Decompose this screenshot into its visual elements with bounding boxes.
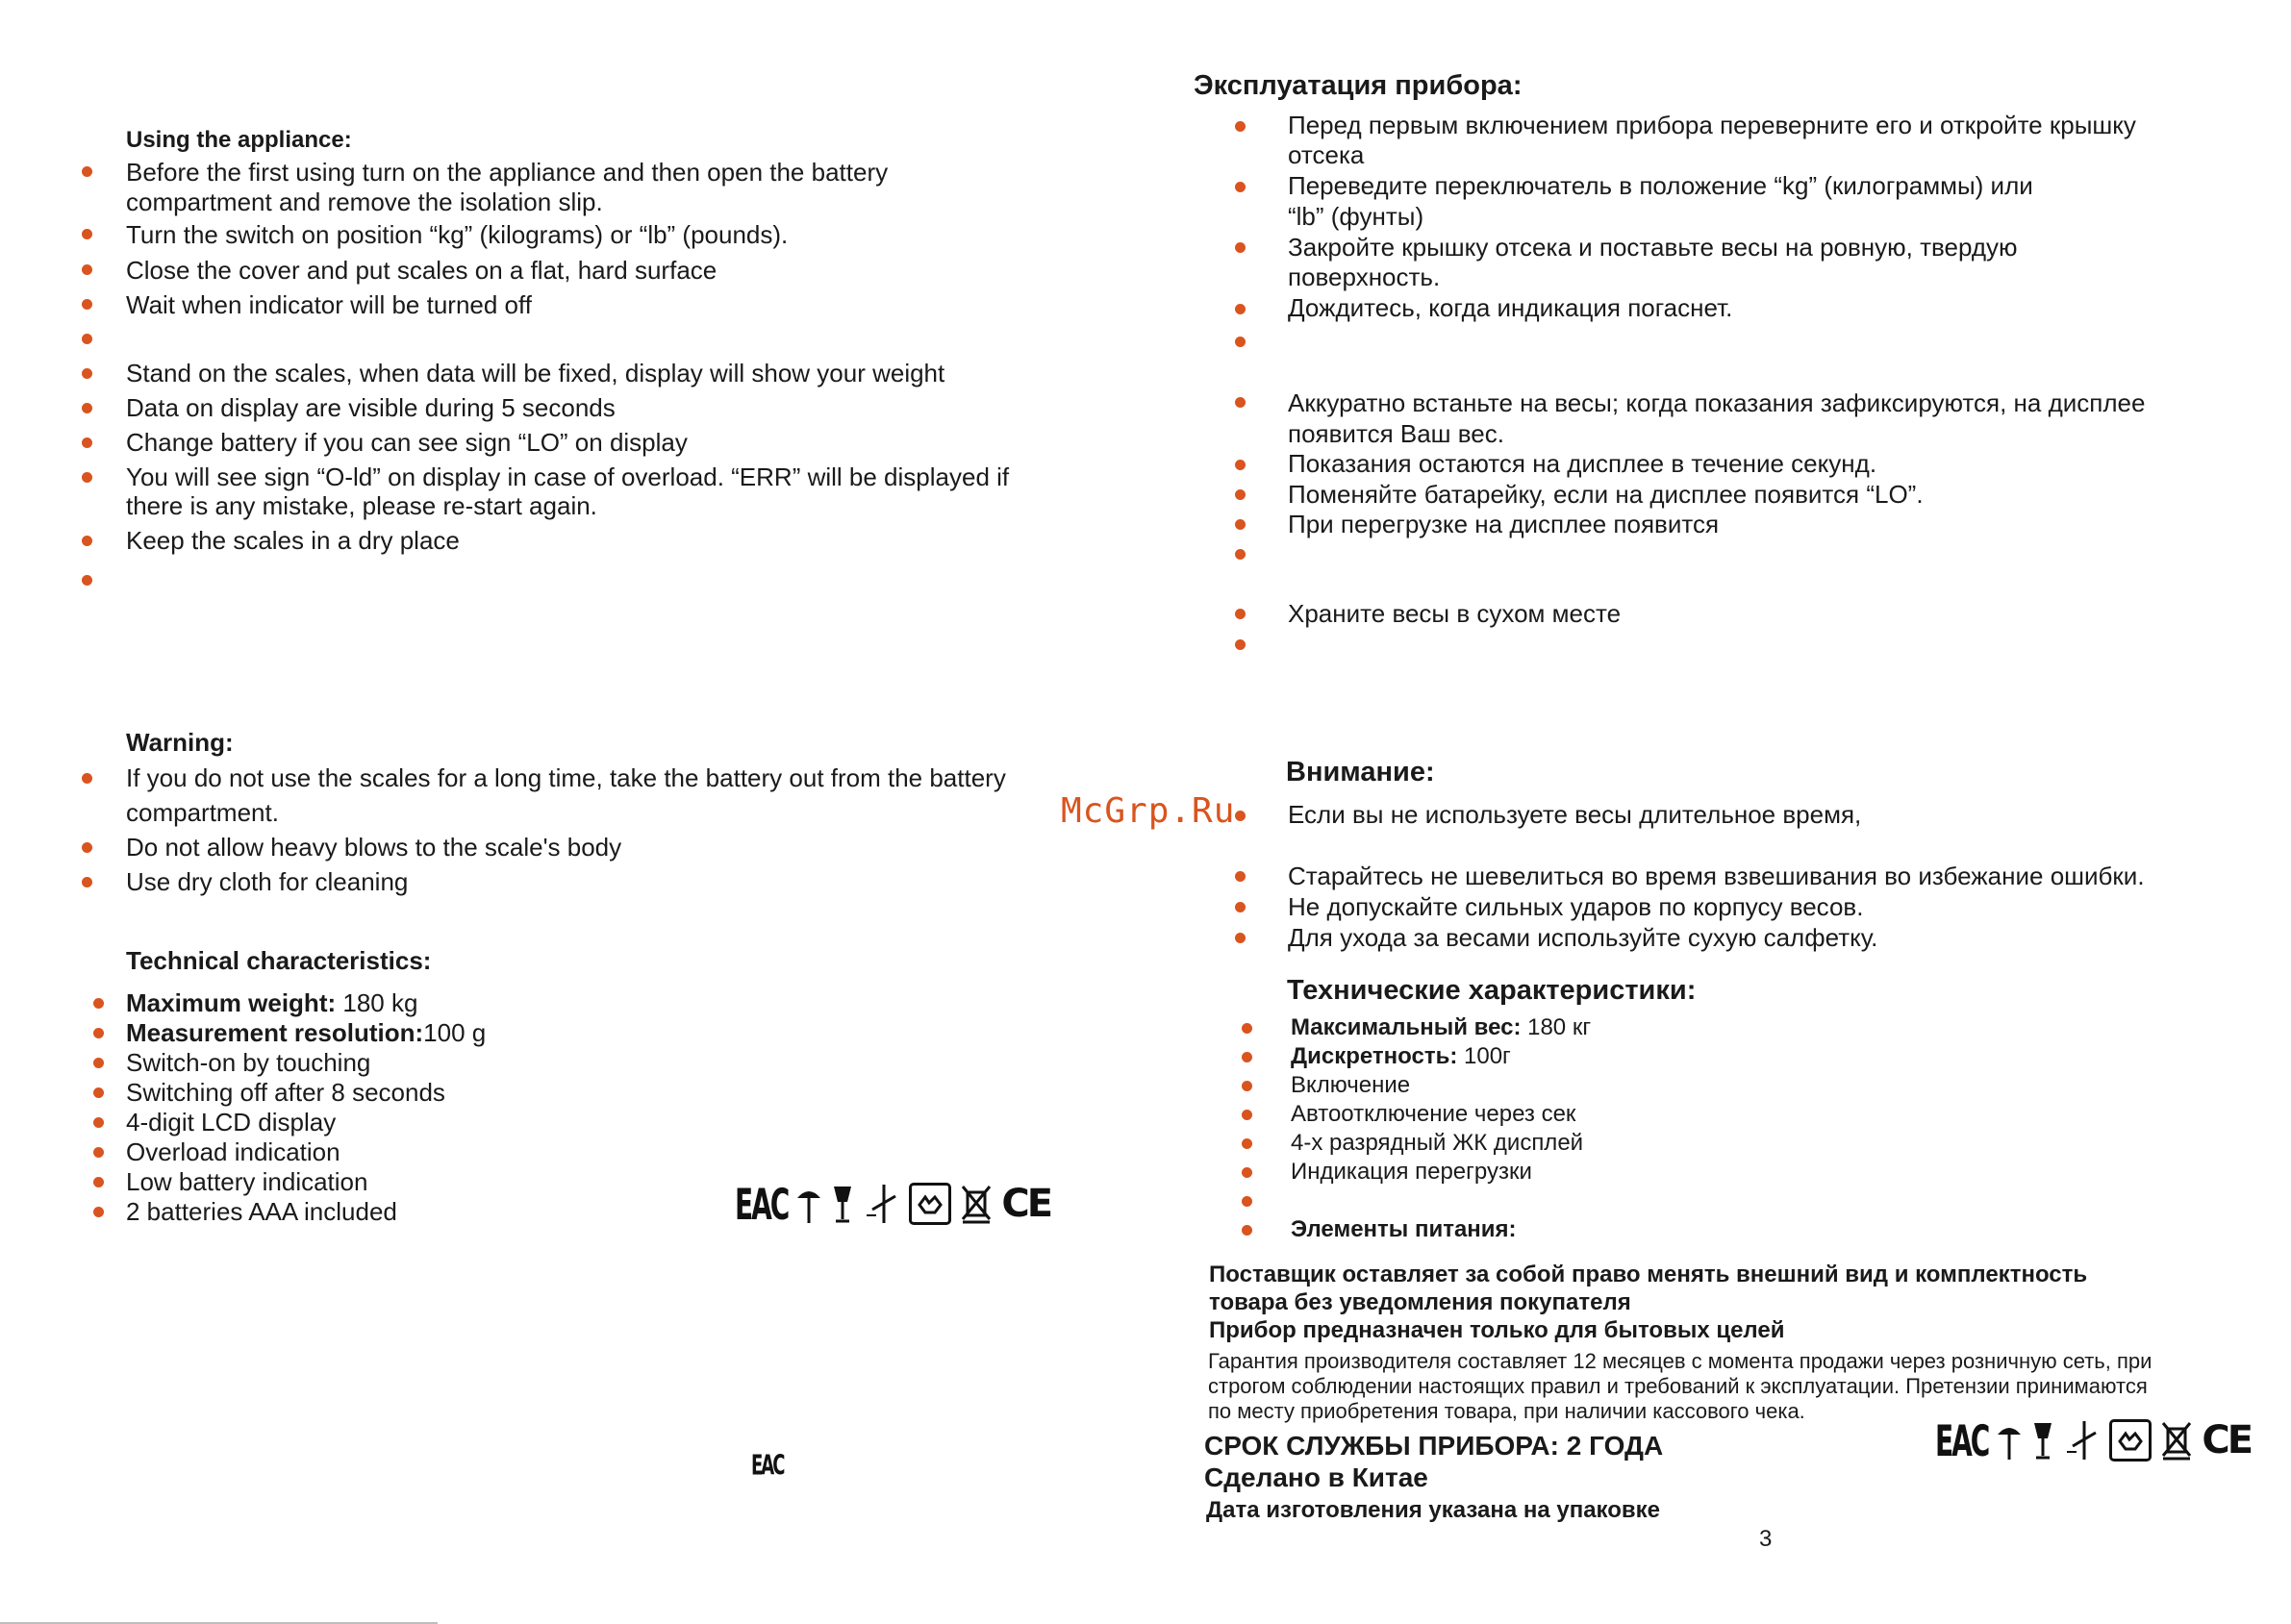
use-title: Эксплуатация прибора:	[1194, 70, 1523, 101]
list-item: Use dry cloth for cleaning	[126, 867, 409, 896]
bullet	[82, 877, 92, 887]
list-item: Поменяйте батарейку, если на дисплее появится “LO”.	[1288, 480, 1924, 509]
bullet	[1235, 397, 1246, 408]
bullet	[82, 773, 92, 784]
list-item: Показания остаются на дисплее в течение секунд.	[1288, 449, 1877, 478]
notice-line: товара без уведомления покупателя	[1209, 1289, 1631, 1315]
list-item: Закройте крышку отсека и поставьте весы на ровную, твердую	[1288, 233, 2018, 262]
bullet	[1242, 1196, 1252, 1207]
weee-bin-icon	[959, 1183, 994, 1225]
spec-row: Switch-on by touching	[126, 1048, 371, 1077]
handle-with-care-icon	[2109, 1419, 2152, 1462]
bullet	[93, 1087, 104, 1098]
service-life: СРОК СЛУЖБЫ ПРИБОРА: 2 ГОДА	[1204, 1431, 1664, 1461]
warning-title-ru: Внимание:	[1286, 757, 1435, 787]
bullet	[1235, 121, 1246, 132]
list-item: Stand on the scales, when data will be fixed, display will show your weight	[126, 359, 945, 387]
bullet	[82, 403, 92, 413]
bullet	[1242, 1110, 1252, 1120]
bullet	[1235, 489, 1246, 500]
bullet	[82, 299, 92, 310]
bullet	[1235, 460, 1246, 470]
spec-row: 2 batteries AAA included	[126, 1197, 397, 1226]
list-item: Не допускайте сильных ударов по корпусу весов.	[1288, 892, 1864, 921]
list-item: отсека	[1288, 140, 1365, 169]
spec-row: Measurement resolution:100 g	[126, 1018, 487, 1047]
bullet	[82, 842, 92, 853]
bullet	[1242, 1138, 1252, 1149]
list-item: Старайтесь не шевелиться во время взвешивания во избежание ошибки.	[1288, 862, 2145, 890]
bullet	[1235, 182, 1246, 192]
spec-row: Автоотключение через сек	[1291, 1101, 1576, 1127]
bullet	[1235, 337, 1246, 347]
bullet	[82, 536, 92, 546]
certification-marks	[1935, 1414, 2252, 1466]
bullet	[1235, 609, 1246, 619]
bullet	[1235, 902, 1246, 912]
bullet	[82, 264, 92, 275]
bullet	[1235, 242, 1246, 253]
spec-row: Максимальный вес: 180 кг	[1291, 1014, 1592, 1040]
bullet	[1235, 933, 1246, 943]
bullet	[1235, 871, 1246, 882]
list-item: Дождитесь, когда индикация погаснет.	[1288, 293, 1733, 322]
list-item: Close the cover and put scales on a flat, hard surface	[126, 256, 718, 285]
list-item: При перегрузке на дисплее появится	[1288, 510, 1720, 538]
umbrella-icon	[795, 1183, 822, 1225]
list-item: Если вы не используете весы длительное время,	[1288, 800, 1862, 829]
bullet	[93, 1117, 104, 1128]
bullet	[1235, 549, 1246, 560]
bullet	[1242, 1052, 1252, 1062]
ce-mark-icon: CE	[2202, 1418, 2252, 1462]
bullet	[1242, 1023, 1252, 1034]
tech-title: Technical characteristics:	[126, 946, 432, 975]
bullet	[82, 575, 92, 586]
eac-mark-icon: EAC	[1935, 1414, 1989, 1466]
umbrella-icon	[1996, 1419, 2023, 1462]
bullet	[82, 437, 92, 448]
bullet	[1242, 1167, 1252, 1178]
bullet	[1235, 304, 1246, 314]
list-item: Перед первым включением прибора переверните его и откройте крышку	[1288, 111, 2136, 139]
list-item: compartment.	[126, 798, 279, 827]
list-item: Change battery if you can see sign “LO” on display	[126, 428, 688, 457]
bullet	[93, 998, 104, 1009]
bullet	[93, 1177, 104, 1187]
spec-row: Дискретность: 100г	[1291, 1043, 1511, 1069]
spec-row: Включение	[1291, 1072, 1411, 1098]
spec-row: Maximum weight: 180 kg	[126, 988, 418, 1017]
bullet	[1235, 639, 1246, 650]
list-item: Храните весы в сухом месте	[1288, 599, 1622, 628]
bullet	[1242, 1225, 1252, 1236]
list-item: Turn the switch on position “kg” (kilograms) or “lb” (pounds).	[126, 220, 789, 249]
spec-row: 4-х разрядный ЖК дисплей	[1291, 1130, 1584, 1156]
notice-line: Поставщик оставляет за собой право менять внешний вид и комплектность	[1209, 1262, 2088, 1287]
bullet	[82, 229, 92, 239]
list-item: Keep the scales in a dry place	[126, 526, 460, 555]
bullet	[82, 472, 92, 483]
list-item: there is any mistake, please re-start again.	[126, 491, 597, 520]
guarantee-line: строгом соблюдении настоящих правил и требований к эксплуатации. Претензии принимаются	[1208, 1374, 2148, 1398]
watermark: McGrp.Ru	[1061, 791, 1236, 831]
certification-marks	[735, 1178, 1051, 1230]
page-number: 3	[1759, 1526, 1773, 1552]
notice-line: Прибор предназначен только для бытовых целей	[1209, 1317, 1785, 1343]
bullet	[93, 1028, 104, 1038]
using-title: Using the appliance:	[126, 127, 352, 153]
list-item: Do not allow heavy blows to the scale's body	[126, 833, 622, 862]
fragile-glass-icon	[2030, 1419, 2055, 1462]
fragile-glass-icon	[830, 1183, 855, 1225]
ce-mark-icon: CE	[1001, 1182, 1051, 1226]
temperature-limit-icon	[863, 1183, 901, 1225]
spec-row: Overload indication	[126, 1137, 340, 1166]
list-item: Data on display are visible during 5 seconds	[126, 393, 616, 422]
handle-with-care-icon	[909, 1183, 951, 1225]
temperature-limit-icon	[2063, 1419, 2102, 1462]
list-item: Before the first using turn on the appliance and then open the battery	[126, 158, 889, 187]
list-item: compartment and remove the isolation slip.	[126, 187, 603, 216]
list-item: If you do not use the scales for a long time, take the battery out from the battery	[126, 763, 1006, 792]
list-item: Для ухода за весами используйте сухую салфетку.	[1288, 923, 1878, 952]
list-item: появится Ваш вес.	[1288, 419, 1504, 448]
list-item: “lb” (фунты)	[1288, 202, 1424, 231]
bullet	[82, 166, 92, 177]
bullet	[82, 334, 92, 344]
spec-row: Low battery indication	[126, 1167, 368, 1196]
bullet	[82, 368, 92, 379]
spec-row: Switching off after 8 seconds	[126, 1078, 445, 1107]
spec-row: 4-digit LCD display	[126, 1108, 337, 1137]
list-item: Wait when indicator will be turned off	[126, 290, 532, 319]
bullet	[93, 1058, 104, 1068]
eac-mark-icon: EAC	[735, 1178, 789, 1230]
tech-title-ru: Технические характеристики:	[1287, 975, 1697, 1006]
spec-row: Индикация перегрузки	[1291, 1159, 1532, 1185]
warning-title: Warning:	[126, 728, 234, 757]
guarantee-line: по месту приобретения товара, при наличии кассового чека.	[1208, 1399, 1805, 1423]
eac-small-mark: EAC	[751, 1449, 784, 1482]
bullet	[1235, 811, 1246, 821]
made-in: Сделано в Китае	[1204, 1462, 1428, 1492]
power-title: Элементы питания:	[1291, 1216, 1517, 1242]
manufacture-date: Дата изготовления указана на упаковке	[1206, 1497, 1661, 1523]
list-item: Аккуратно встаньте на весы; когда показания зафиксируются, на дисплее	[1288, 388, 2146, 417]
guarantee-line: Гарантия производителя составляет 12 месяцев с момента продажи через розничную сеть, при	[1208, 1349, 2153, 1373]
list-item: Переведите переключатель в положение “kg” (килограммы) или	[1288, 171, 2033, 200]
list-item: You will see sign “O-ld” on display in case of overload. “ERR” will be displayed if	[126, 462, 1010, 491]
bullet	[1242, 1081, 1252, 1091]
list-item: поверхность.	[1288, 262, 1441, 291]
bullet	[93, 1207, 104, 1217]
bullet	[1235, 519, 1246, 530]
bullet	[93, 1147, 104, 1158]
weee-bin-icon	[2159, 1419, 2194, 1462]
